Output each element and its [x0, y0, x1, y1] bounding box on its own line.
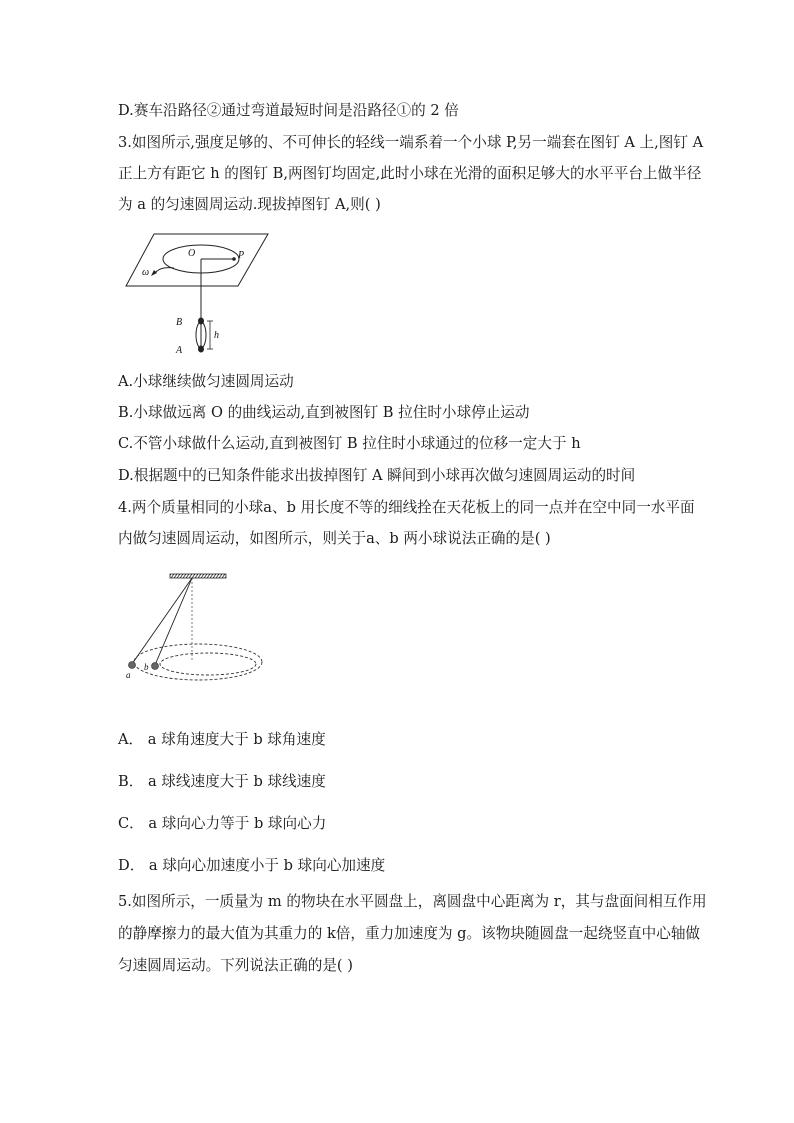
label-a: A [176, 345, 183, 356]
platform-plane [126, 234, 268, 286]
q4-option-d: D． a 球向心加速度小于 b 球向心加速度 [118, 857, 386, 874]
label-h: h [214, 330, 219, 341]
rotation-arrow [154, 268, 174, 274]
ball-b [152, 663, 159, 670]
ball-p [232, 257, 236, 261]
q5-stem-line-3: 匀速圆周运动。下列说法正确的是( ) [118, 957, 353, 974]
q3-option-b: B.小球做远离 O 的曲线运动,直到被图钉 B 拉住时小球停止运动 [118, 404, 530, 421]
q3-option-a: A.小球继续做匀速圆周运动 [118, 373, 294, 390]
label-p: P [238, 250, 245, 261]
q3-figure [124, 228, 274, 360]
inner-orbit [160, 653, 256, 675]
label-o: O [188, 248, 196, 259]
q4-option-b: B． a 球线速度大于 b 球线速度 [118, 773, 326, 790]
q3-option-d: D.根据题中的已知条件能求出拔掉图钉 A 瞬间到小球再次做匀速圆周运动的时间 [118, 467, 636, 484]
q5-stem-line-1: 5.如图所示，一质量为 m 的物块在水平圆盘上，离圆盘中心距离为 r，其与盘面间相互作用 [118, 893, 707, 910]
q3-stem-line-3: 为 a 的匀速圆周运动.现拔掉图钉 A,则( ) [118, 196, 381, 213]
pin-a [198, 346, 204, 353]
q4-option-a: A． a 球角速度大于 b 球角速度 [118, 731, 326, 748]
label-ball-a: a [126, 670, 131, 680]
rotation-arrowhead [151, 270, 157, 276]
string-b [155, 578, 192, 665]
q4-stem-line-1: 4.两个质量相同的小球a、b 用长度不等的细线拴在天花板上的同一点并在空中同一水平面 [118, 499, 695, 516]
label-omega: ω [142, 267, 150, 278]
q4-figure [120, 570, 265, 685]
string-a [132, 578, 192, 664]
ceiling [170, 574, 226, 578]
q4-option-c: C． a 球向心力等于 b 球向心力 [118, 815, 327, 832]
ball-a [129, 662, 136, 669]
label-b: B [176, 317, 183, 328]
q3-stem-line-1: 3.如图所示,强度足够的、不可伸长的轻线一端系着一个小球 P,另一端套在图钉 A 上,图钉 A [118, 134, 704, 151]
label-ball-b: b [144, 662, 149, 672]
q5-stem-line-2: 的静摩擦力的最大值为其重力的 k倍，重力加速度为 g。该物块随圆盘一起绕竖直中心轴做 [118, 925, 701, 942]
q3-option-c: C.不管小球做什么运动,直到被图钉 B 拉住时小球通过的位移一定大于 h [118, 435, 581, 452]
q3-stem-line-2: 正上方有距它 h 的图钉 B,两图钉均固定,此时小球在光滑的面积足够大的水平平台上做半径 [118, 165, 702, 182]
q2-option-d: D.赛车沿路径②通过弯道最短时间是沿路径①的 2 倍 [118, 102, 459, 119]
q4-stem-line-2: 内做匀速圆周运动，如图所示，则关于a、b 两小球说法正确的是( ) [118, 530, 551, 547]
